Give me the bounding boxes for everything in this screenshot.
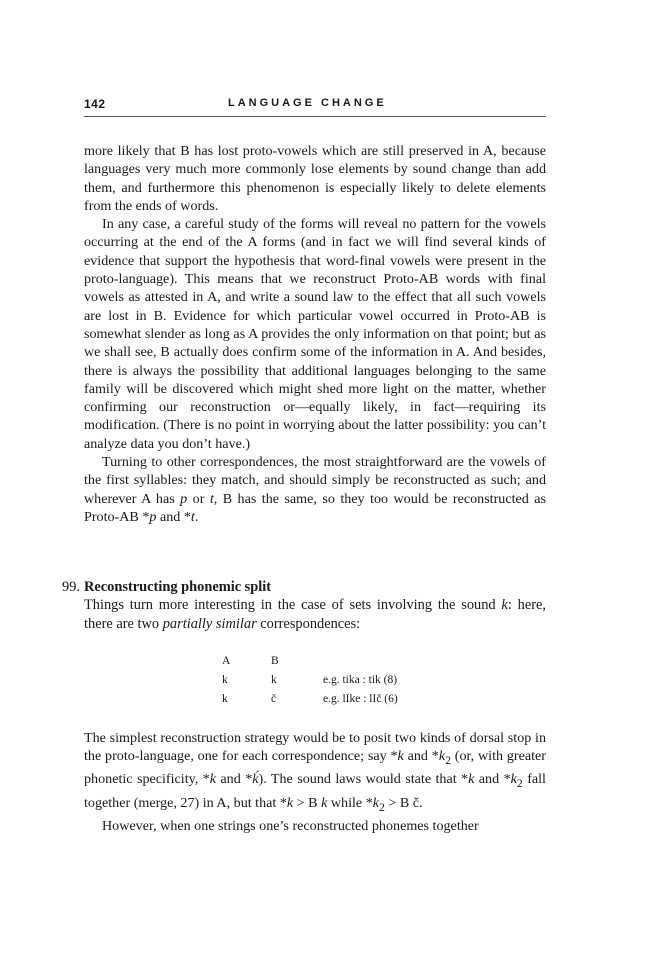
cell-example: e.g. tika : tik (8) [323,674,398,686]
paragraph-2: In any case, a careful study of the forms will reveal no pattern for the vowels occurring at the end of the A forms (and in fact we will find several kinds of evidence that support the hypothesis that word-final vowels were present in the proto-language). This means that we reconstruct Proto-AB words with final vowels as attested in A, and write a sound law to the effect that all such vowels are lost in B. Evidence for which particular vowel occurred in Proto-AB is somewhat slender as long as A provides the only information on that point; but as we shall see, B actually does confirm some of the information in A. And besides, there is always the possibility that additional languages belonging to the same family will be discovered which might shed more light on the matter, whether confirming our reconstruction or—equally likely, in fact—requiring its modification. (There is no point in worrying about the latter possibility: you can’t analyze data you don’t have.) [84,216,546,452]
paragraph-3: Turning to other correspondences, the most straightforward are the vowels of the first syllables: they match, and should simply be reconstructed as such; and wherever A has p or t, B has the same, so they too would be reconstructed as Proto-AB *p and *t. [84,454,546,525]
cell-a: k [222,674,228,686]
paragraph-5: However, when one strings one’s reconstructed phonemes together [102,817,479,834]
section-99 [62,578,552,633]
column-header-b: B [271,655,279,667]
cell-b: k [271,674,277,686]
cell-a: k [222,693,228,705]
running-title: LANGUAGE CHANGE [228,97,387,109]
page-number: 142 [84,97,106,111]
column-header-a: A [222,655,231,667]
body-text [84,142,546,526]
section-heading [62,578,552,596]
section-paragraph: Things turn more interesting in the case of sets involving the sound k: here, there are two partially similar correspondences: [84,597,546,632]
running-header [84,97,546,113]
header-rule [84,116,546,117]
paragraph-1: more likely that B has lost proto-vowels which are still preserved in A, because languages very much more commonly lose elements by sound change than add them, and furthermore this phenomenon is especially likely to delete elements from the ends of words. [84,143,546,214]
section-title: Reconstructing phonemic split [84,579,272,595]
cell-example: e.g. lIke : lIč (6) [323,693,398,705]
section-number: 99. [62,579,80,595]
paragraph-4: The simplest reconstruction strategy would be to posit two kinds of dorsal stop in the proto-language, one for each correspondence; say *k and $*k_2$ (or, with greater phonetic specificity, *k and *ḱ). The sound laws would state that *k and $*k_2$ fall together (merge, 27) in A, but that *k > B k while $*k_2 > B$ č. [84,730,546,814]
body-text-continued [84,729,546,835]
cell-b: č [271,693,277,705]
